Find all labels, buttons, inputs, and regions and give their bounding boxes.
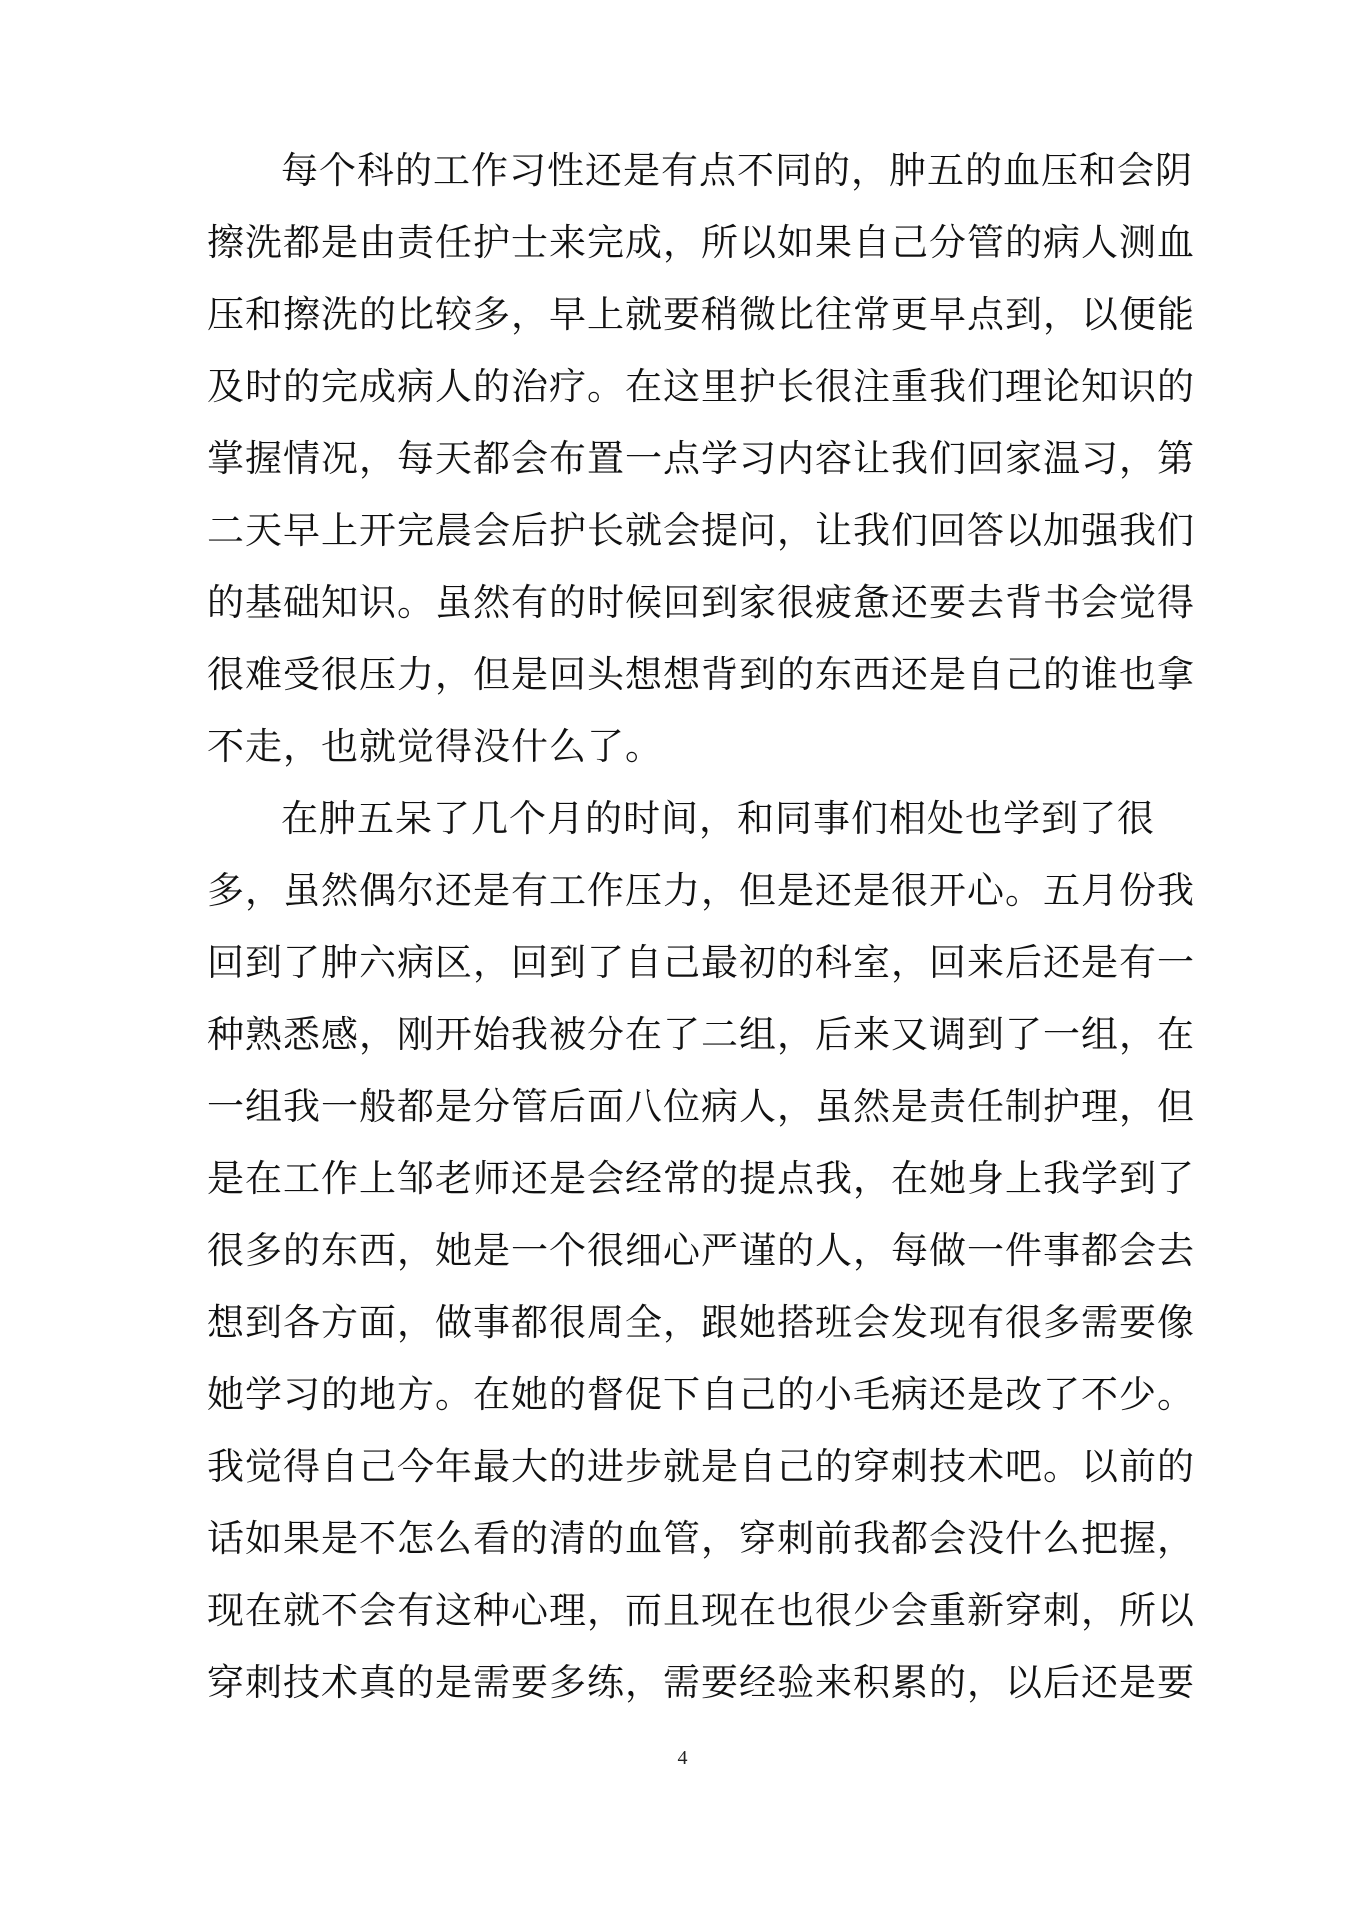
text-line: 擦洗都是由责任护士来完成，所以如果自己分管的病人测血	[207, 221, 1195, 264]
text-line: 的基础知识。虽然有的时候回到家很疲惫还要去背书会觉得	[207, 581, 1195, 624]
text-line: 二天早上开完晨会后护长就会提问，让我们回答以加强我们	[207, 509, 1195, 552]
text-line: 是在工作上邹老师还是会经常的提点我，在她身上我学到了	[207, 1157, 1195, 1200]
page-number: 4	[677, 1747, 688, 1769]
text-line: 话如果是不怎么看的清的血管，穿刺前我都会没什么把握，	[207, 1517, 1195, 1560]
text-line: 她学习的地方。在她的督促下自己的小毛病还是改了不少。	[207, 1373, 1195, 1416]
text-line: 想到各方面，做事都很周全，跟她搭班会发现有很多需要像	[207, 1301, 1195, 1344]
text-line: 在肿五呆了几个月的时间，和同事们相处也学到了很	[281, 797, 1155, 840]
text-line: 压和擦洗的比较多，早上就要稍微比往常更早点到，以便能	[207, 293, 1195, 336]
text-line: 回到了肿六病区，回到了自己最初的科室，回来后还是有一	[207, 941, 1195, 984]
text-line: 每个科的工作习性还是有点不同的，肿五的血压和会阴	[281, 149, 1193, 192]
text-line: 一组我一般都是分管后面八位病人，虽然是责任制护理，但	[207, 1085, 1195, 1128]
text-line: 我觉得自己今年最大的进步就是自己的穿刺技术吧。以前的	[207, 1445, 1195, 1488]
text-line: 不走，也就觉得没什么了。	[207, 725, 663, 768]
text-line: 很多的东西，她是一个很细心严谨的人，每做一件事都会去	[207, 1229, 1195, 1272]
text-line: 种熟悉感，刚开始我被分在了二组，后来又调到了一组，在	[207, 1013, 1195, 1056]
text-line: 很难受很压力，但是回头想想背到的东西还是自己的谁也拿	[207, 653, 1195, 696]
text-line: 穿刺技术真的是需要多练，需要经验来积累的，以后还是要	[207, 1661, 1195, 1704]
text-line: 及时的完成病人的治疗。在这里护长很注重我们理论知识的	[207, 365, 1195, 408]
text-line: 现在就不会有这种心理，而且现在也很少会重新穿刺，所以	[207, 1589, 1195, 1632]
text-line: 多，虽然偶尔还是有工作压力，但是还是很开心。五月份我	[207, 869, 1195, 912]
text-line: 掌握情况，每天都会布置一点学习内容让我们回家温习，第	[207, 437, 1195, 480]
